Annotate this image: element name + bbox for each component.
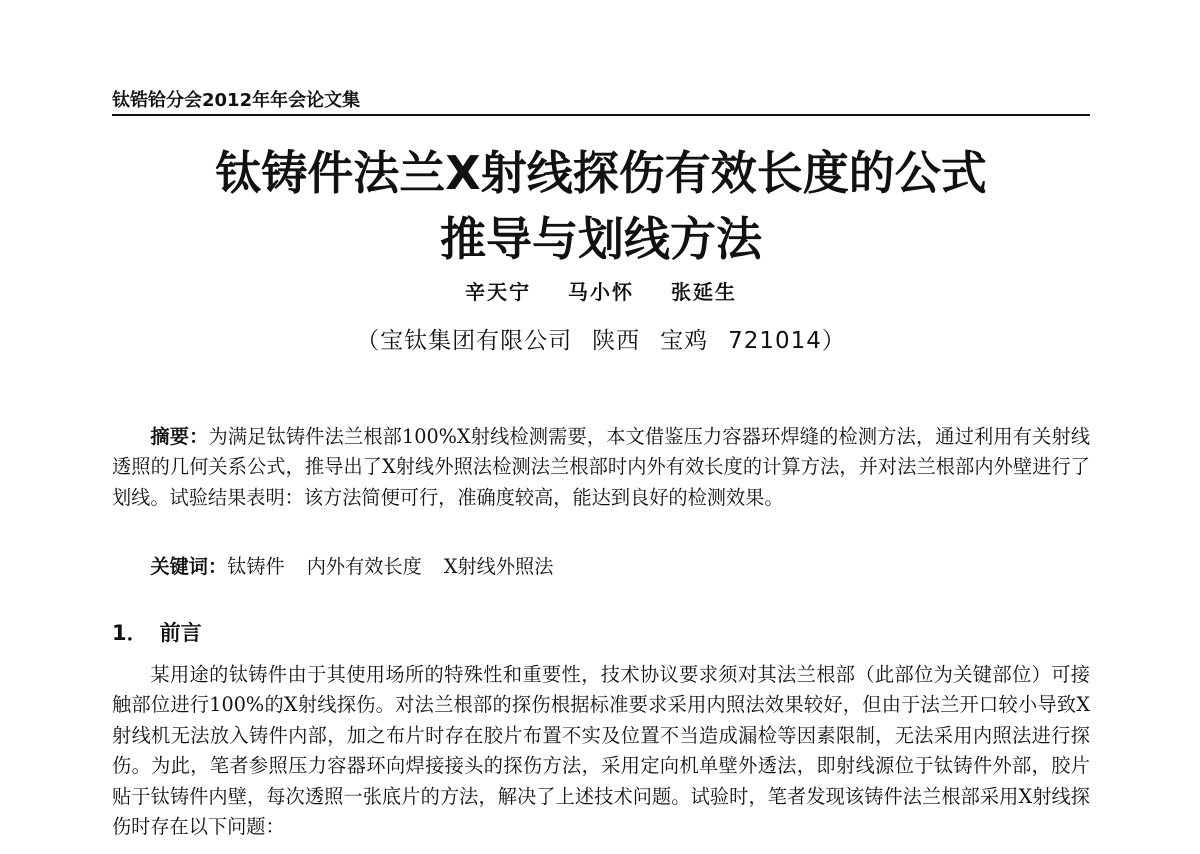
affiliation-open-paren: （ <box>356 328 381 354</box>
section-heading <box>112 618 202 648</box>
author-name: 辛天宁 <box>465 280 532 304</box>
affiliation-postcode: 721014 <box>728 328 822 354</box>
keyword: 钛铸件 <box>227 555 285 578</box>
keywords <box>112 552 1090 582</box>
title-line-2: 推导与划线方法 <box>440 212 762 266</box>
author-name: 马小怀 <box>568 280 634 304</box>
affiliation-city: 宝鸡 <box>660 328 709 354</box>
affiliation-close-paren: ） <box>821 328 846 354</box>
title-line-1: 钛铸件法兰X射线探伤有效长度的公式 <box>215 146 987 200</box>
keyword: 内外有效长度 <box>306 555 422 578</box>
affiliation-org: 宝钛集团有限公司 <box>380 328 573 354</box>
affiliation <box>112 322 1090 355</box>
affiliation-province: 陕西 <box>592 328 641 354</box>
keyword: X射线外照法 <box>443 555 554 578</box>
author-name: 张延生 <box>670 280 737 304</box>
intro-paragraph: 某用途的钛铸件由于其使用场所的特殊性和重要性，技术协议要求须对其法兰根部（此部位为关键部位）可接触部位进行100%的X射线探伤。对法兰根部的探伤根据标准要求采用内照法效果较好，但由于法兰开口较小导致X射线机无法放入铸件内部，加之布片时存在胶片布置不实及位置不当造成漏检等因素限制，无法采用内照法进行探伤。为此，笔者参照压力容器环向焊接接头的探伤方法，采用定向机单壁外透法，即射线源位于钛铸件外部，胶片贴于钛铸件内壁，每次透照一张底片的方法，解决了上述技术问题。试验时，笔者发现该铸件法兰根部采用X射线探伤时存在以下问题： <box>112 663 1090 839</box>
section-number: 1． <box>112 621 148 645</box>
abstract-text: 为满足钛铸件法兰根部100%X射线检测需要，本文借鉴压力容器环焊缝的检测方法，通过利用有关射线透照的几何关系公式，推导出了X射线外照法检测法兰根部时内外有效长度的计算方法，并对法兰根部内外壁进行了划线。试验结果表明：该方法简便可行，准确度较高，能达到良好的检测效果。 <box>112 425 1091 509</box>
abstract-label: 摘要： <box>150 425 209 448</box>
paper-title <box>112 140 1090 272</box>
keywords-label: 关键词： <box>150 555 228 578</box>
authors <box>112 276 1090 305</box>
abstract <box>112 422 1090 513</box>
section-title: 前言 <box>159 621 202 645</box>
running-header: 钛锆铪分会2012年年会论文集 <box>112 90 1090 116</box>
